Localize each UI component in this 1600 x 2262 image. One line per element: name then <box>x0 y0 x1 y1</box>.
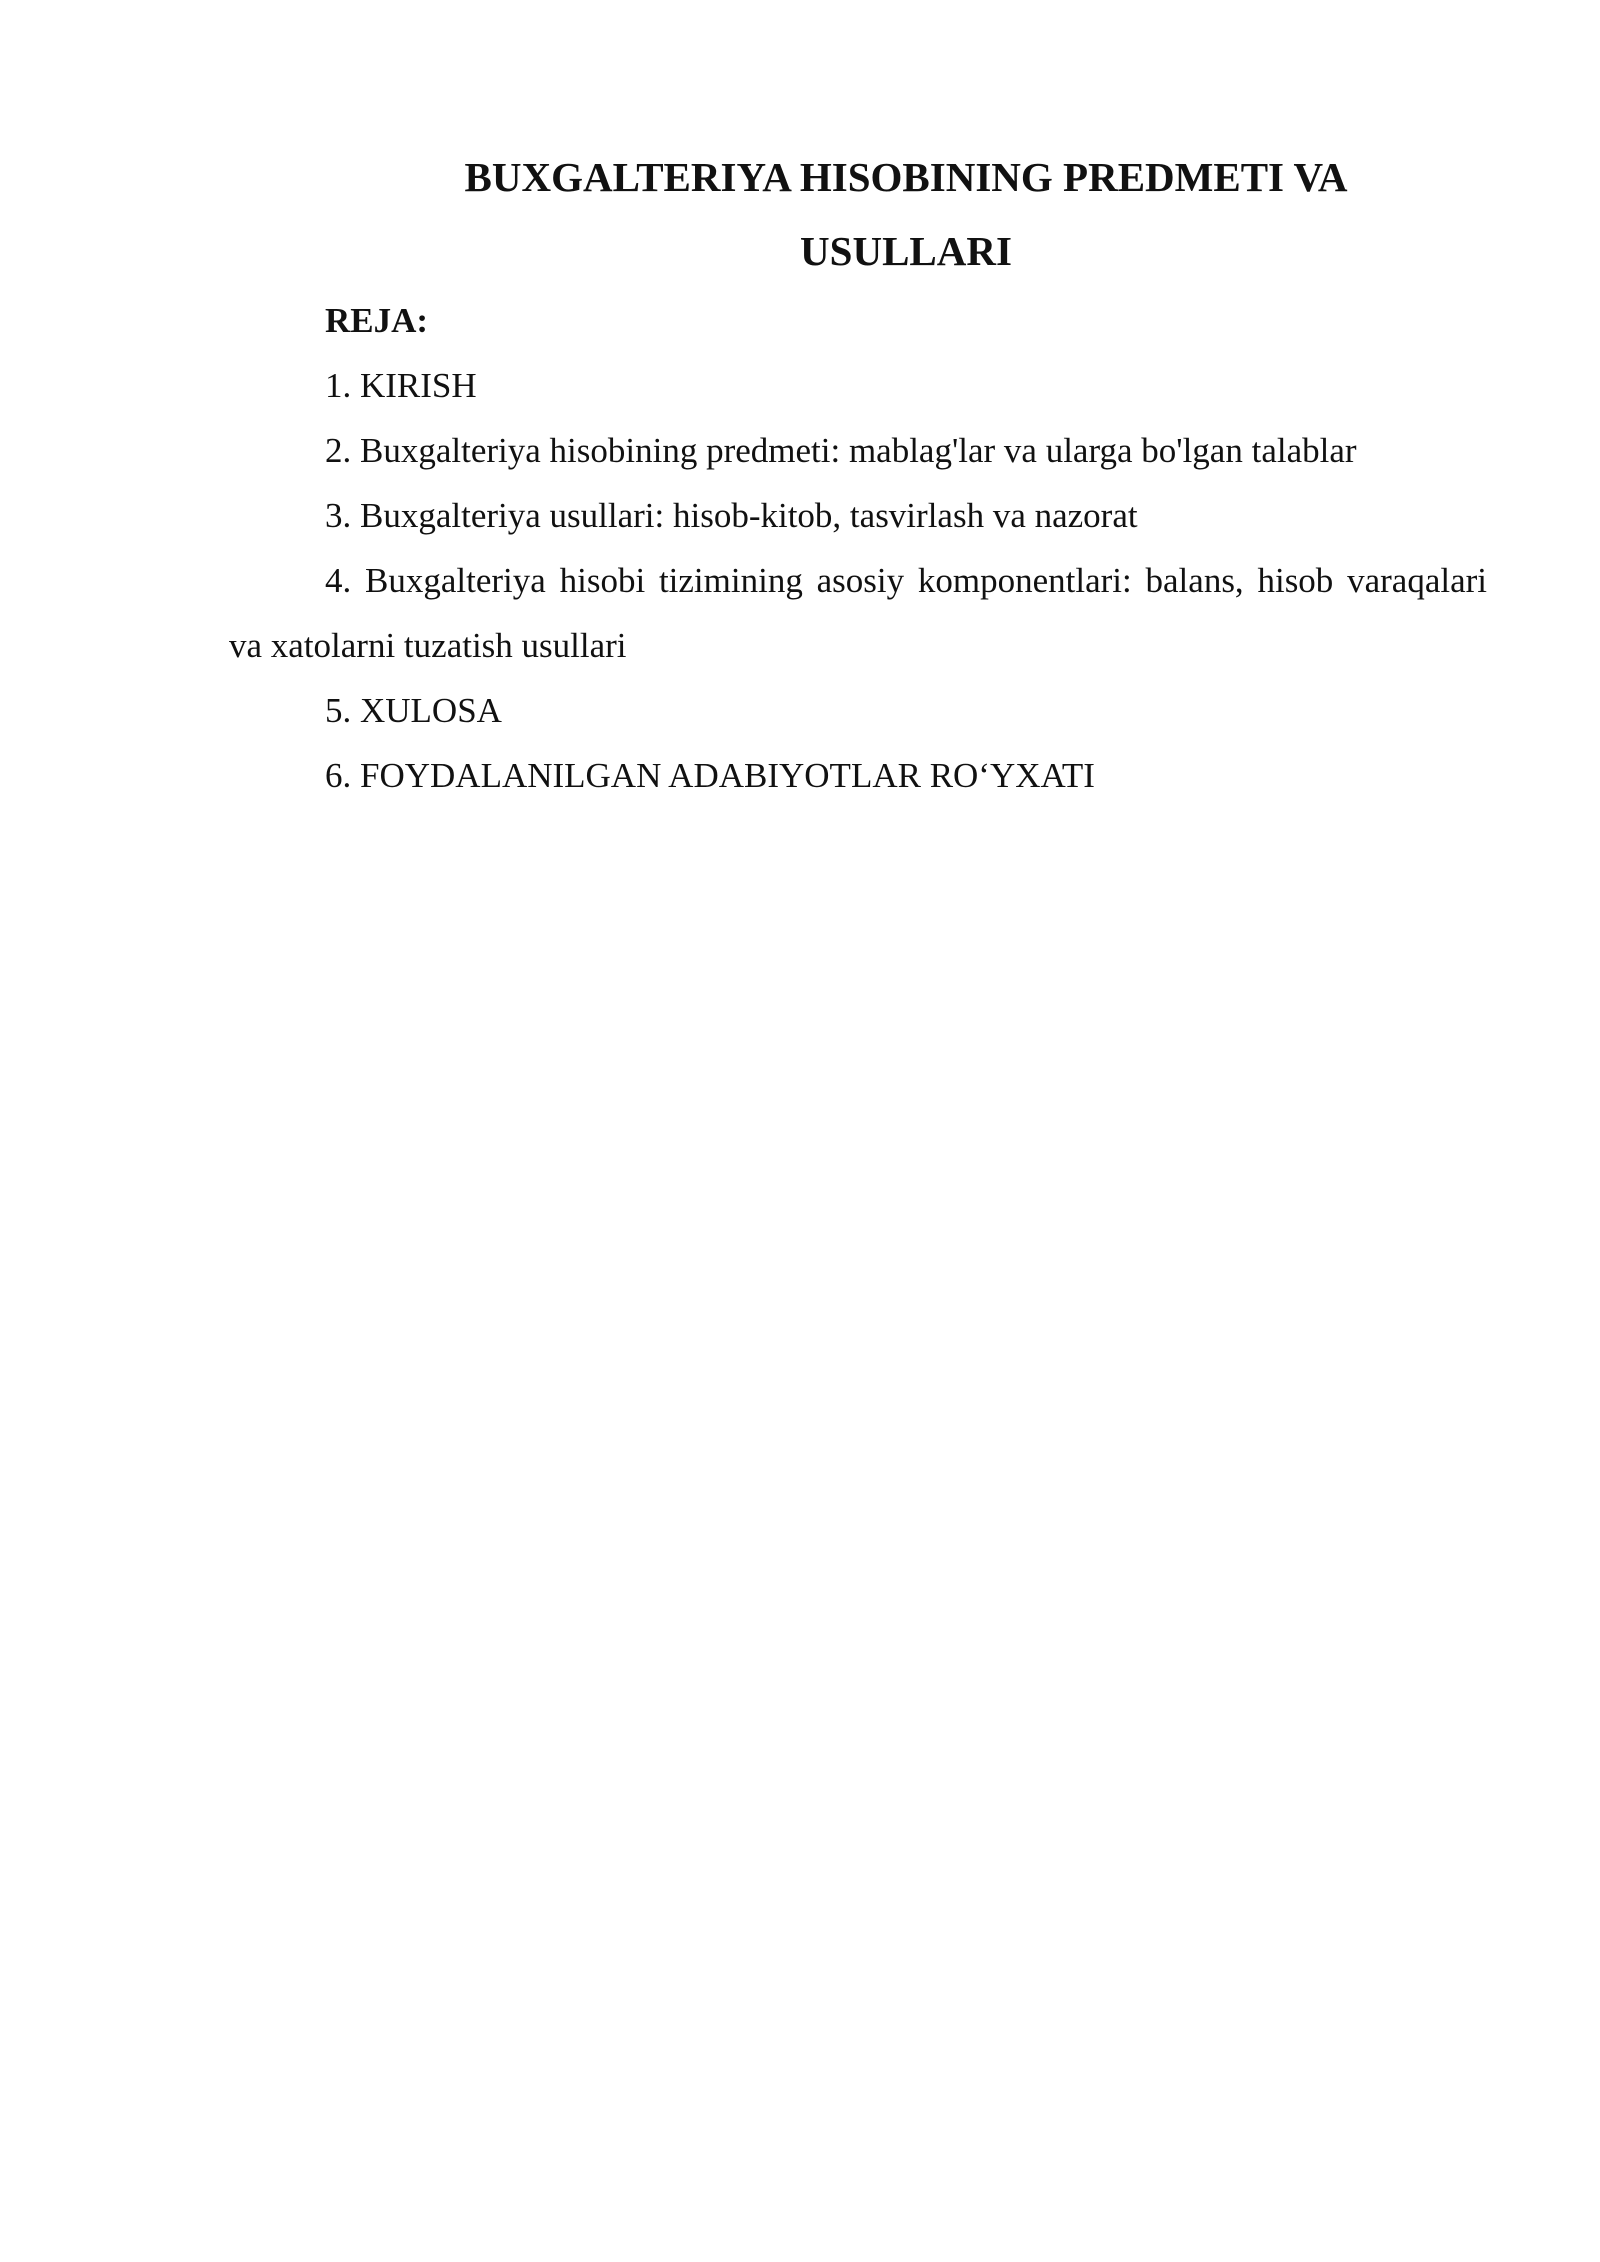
plan-item-1: 1. KIRISH <box>325 366 477 405</box>
plan-item-6: 6. FOYDALANILGAN ADABIYOTLAR RO‘YXATI <box>325 756 1095 795</box>
plan-item-5: 5. XULOSA <box>325 691 502 730</box>
plan-heading: REJA: <box>325 301 429 340</box>
plan-item-4: 4. Buxgalteriya hisobi tizimining asosiy komponentlari: balans, hisob varaqalari va xatolarni tuzatish usullari <box>229 561 1487 665</box>
title-line-2: USULLARI <box>800 228 1012 274</box>
title-line-1: BUXGALTERIYA HISOBINING PREDMETI VA <box>464 154 1348 200</box>
plan-item-2: 2. Buxgalteriya hisobining predmeti: mablag'lar va ularga bo'lgan talablar <box>325 431 1357 470</box>
document-title <box>229 140 1487 288</box>
plan-item-3: 3. Buxgalteriya usullari: hisob-kitob, tasvirlash va nazorat <box>325 496 1138 535</box>
document-content <box>229 140 1487 808</box>
